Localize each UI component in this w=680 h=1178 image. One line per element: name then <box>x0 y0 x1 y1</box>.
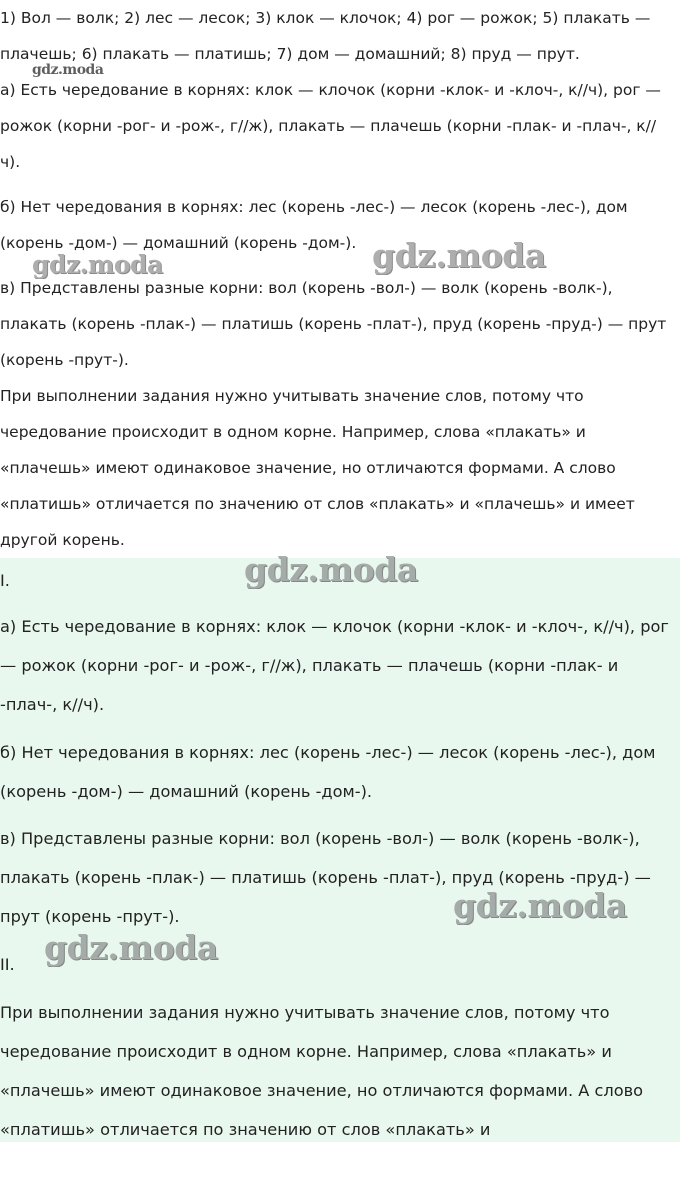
answer-explanation: При выполнении задания нужно учитывать значение слов, потому что чередование происходит в одном корне. Например, слова «плакать» и «плачешь» имеют одинаковое значение, но отличаются формами. А слово «платишь» отличается по значению от слов «плакать» и «плачешь» и имеет другой корень. <box>0 387 635 549</box>
watermark-logo: gdz.moda <box>372 236 546 275</box>
highlighted-item-c: в) Представлены разные корни: вол (корень -вол-) — волк (корень -волк-), плакать (корень -плак-) — платишь (корень -плат-), пруд (корень -пруд-) — прут (корень -прут-). <box>0 829 651 926</box>
section-heading-2: II. <box>0 955 15 974</box>
answer-item-a: а) Есть чередование в корнях: клок — клочок (корни -клок- и -клоч-, к//ч), рог — рожок (корни -рог- и -рож-, г//ж), плакать — плачешь (корни -плак- и -плач-, к//ч). <box>0 81 661 171</box>
watermark-logo: gdz.moda <box>44 928 218 967</box>
highlighted-item-b: б) Нет чередования в корнях: лес (корень -лес-) — лесок (корень -лес-), дом (корень -дом-) — домашний (корень -дом-). <box>0 743 656 801</box>
answer-item-c: в) Представлены разные корни: вол (корень -вол-) — волк (корень -волк-), плакать (корень -плак-) — платишь (корень -плат-), пруд (корень -пруд-) — прут (корень -прут-). <box>0 279 667 369</box>
answer-section-highlighted <box>0 550 680 1142</box>
watermark-logo: gdz.moda <box>244 550 418 589</box>
section-heading-1: I. <box>0 571 10 590</box>
highlighted-explanation: При выполнении задания нужно учитывать значение слов, потому что чередование происходит в одном корне. Например, слова «плакать» и «плачешь» имеют одинаковое значение, но отличаются формами. А слово «платишь» отличается по значению от слов «плакать» и <box>0 1003 644 1139</box>
watermark-logo: gdz.moda <box>453 886 627 925</box>
watermark-logo: gdz.moda <box>32 250 163 279</box>
watermark-logo: gdz.moda <box>32 62 104 78</box>
highlighted-item-a: а) Есть чередование в корнях: клок — клочок (корни -клок- и -клоч-, к//ч), рог — рожок (корни -рог- и -рож-, г//ж), плакать — плачешь (корни -плак- и -плач-, к//ч). <box>0 617 669 714</box>
answer-word-pairs: 1) Вол — волк; 2) лес — лесок; 3) клок — клочок; 4) рог — рожок; 5) плакать — плачешь; 6) плакать — платишь; 7) дом — домашний; 8) пруд — прут. <box>0 9 651 63</box>
answer-section-top <box>0 0 680 558</box>
answer-item-b: б) Нет чередования в корнях: лес (корень -лес-) — лесок (корень -лес-), дом (корень -дом-) — домашний (корень -дом-). <box>0 198 628 252</box>
